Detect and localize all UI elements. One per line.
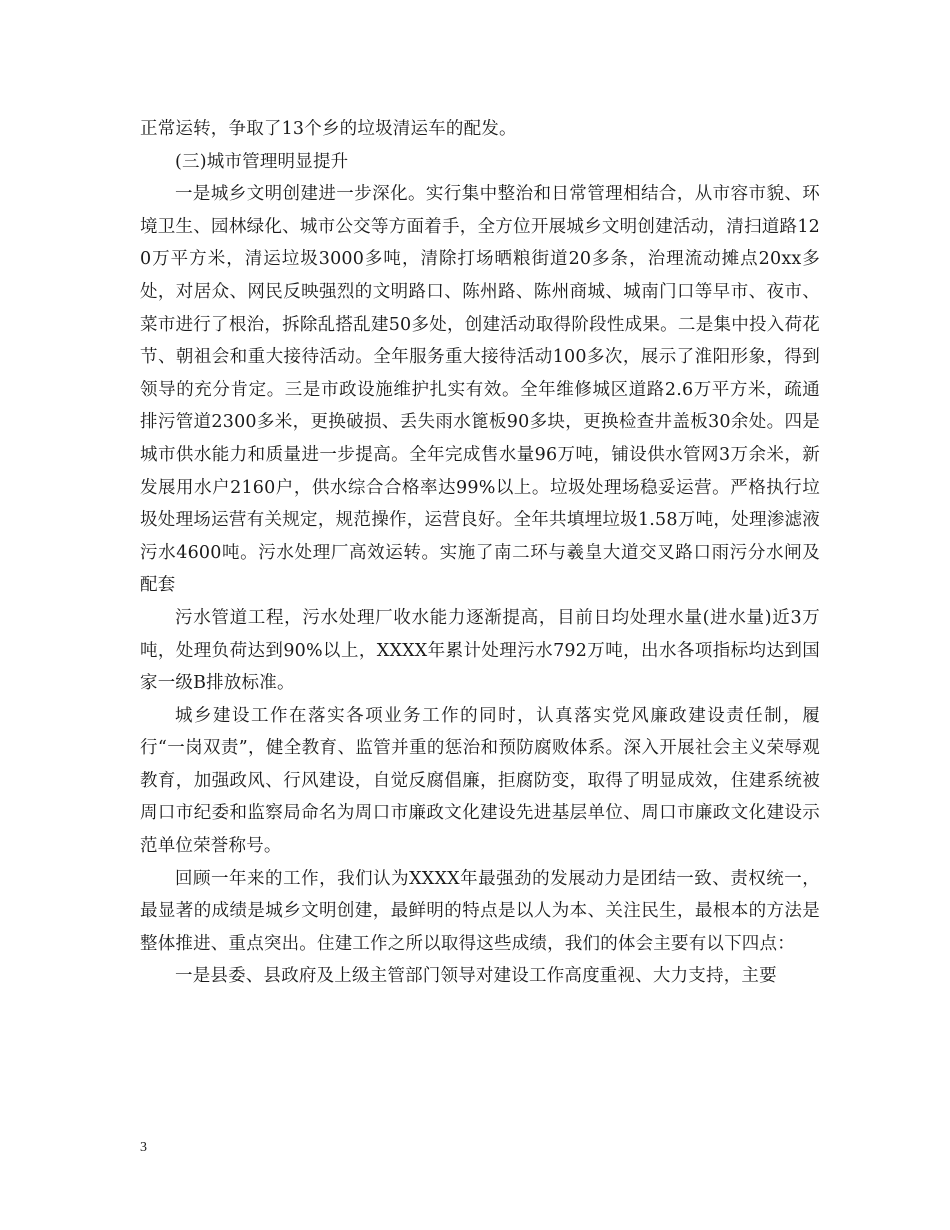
paragraph: 污水管道工程，污水处理厂收水能力逐渐提高，目前日均处理水量(进水量)近3万吨，处理负荷达到90%以上，XXXX年累计处理污水792万吨，出水各项指标均达到国家一级B排放标准。 — [140, 607, 820, 694]
paragraph: 城乡建设工作在落实各项业务工作的同时，认真落实党风廉政建设责任制，履行“一岗双责”，健全教育、监管并重的惩治和预防腐败体系。深入开展社会主义荣辱观教育，加强政风、行风建设，自觉反腐倡廉，拒腐防变，取得了明显成效，住建系统被周口市纪委和监察局命名为周口市廉政文化建设先进基层单位、周口市廉政文化建设示范单位荣誉称号。 — [140, 705, 820, 857]
paragraph: 一是城乡文明创建进一步深化。实行集中整治和日常管理相结合，从市容市貌、环境卫生、园林绿化、城市公交等方面着手，全方位开展城乡文明创建活动，清扫道路120万平方米，清运垃圾3000多吨，清除打场晒粮街道20多条，治理流动摊点20xx多处，对居众、网民反映强烈的文明路口、陈州路、陈州商城、城南门口等早市、夜市、菜市进行了根治，拆除乱搭乱建50多处，创建活动取得阶段性成果。二是集中投入荷花节、朝祖会和重大接待活动。全年服务重大接待活动100多次，展示了淮阳形象，得到领导的充分肯定。三是市政设施维护扎实有效。全年维修城区道路2.6万平方米，疏通排污管道2300多米，更换破损、丢失雨水篦板90多块，更换检查井盖板30余处。四是城市供水能力和质量进一步提高。全年完成售水量96万吨，铺设供水管网3万余米，新发展用水户2160户，供水综合合格率达99%以上。垃圾处理场稳妥运营。严格执行垃圾处理场运营有关规定，规范操作，运营良好。全年共填埋垃圾1.58万吨，处理渗滤液污水4600吨。污水处理厂高效运转。实施了南二环与羲皇大道交叉路口雨污分水闸及配套 — [140, 184, 820, 596]
document-body — [140, 113, 820, 993]
section-heading: (三)城市管理明显提升 — [175, 151, 349, 172]
paragraph-continuation: 正常运转，争取了13个乡的垃圾清运车的配发。 — [140, 119, 517, 139]
paragraph: 回顾一年来的工作，我们认为XXXX年最强劲的发展动力是团结一致、责权统一，最显著的成绩是城乡文明创建，最鲜明的特点是以人为本、关注民生，最根本的方法是整体推进、重点突出。住建工作之所以取得这些成绩，我们的体会主要有以下四点： — [140, 868, 820, 954]
paragraph: 一是县委、县政府及上级主管部门领导对建设工作高度重视、大力支持，主要 — [175, 966, 777, 987]
page-number: 3 — [140, 1140, 147, 1155]
